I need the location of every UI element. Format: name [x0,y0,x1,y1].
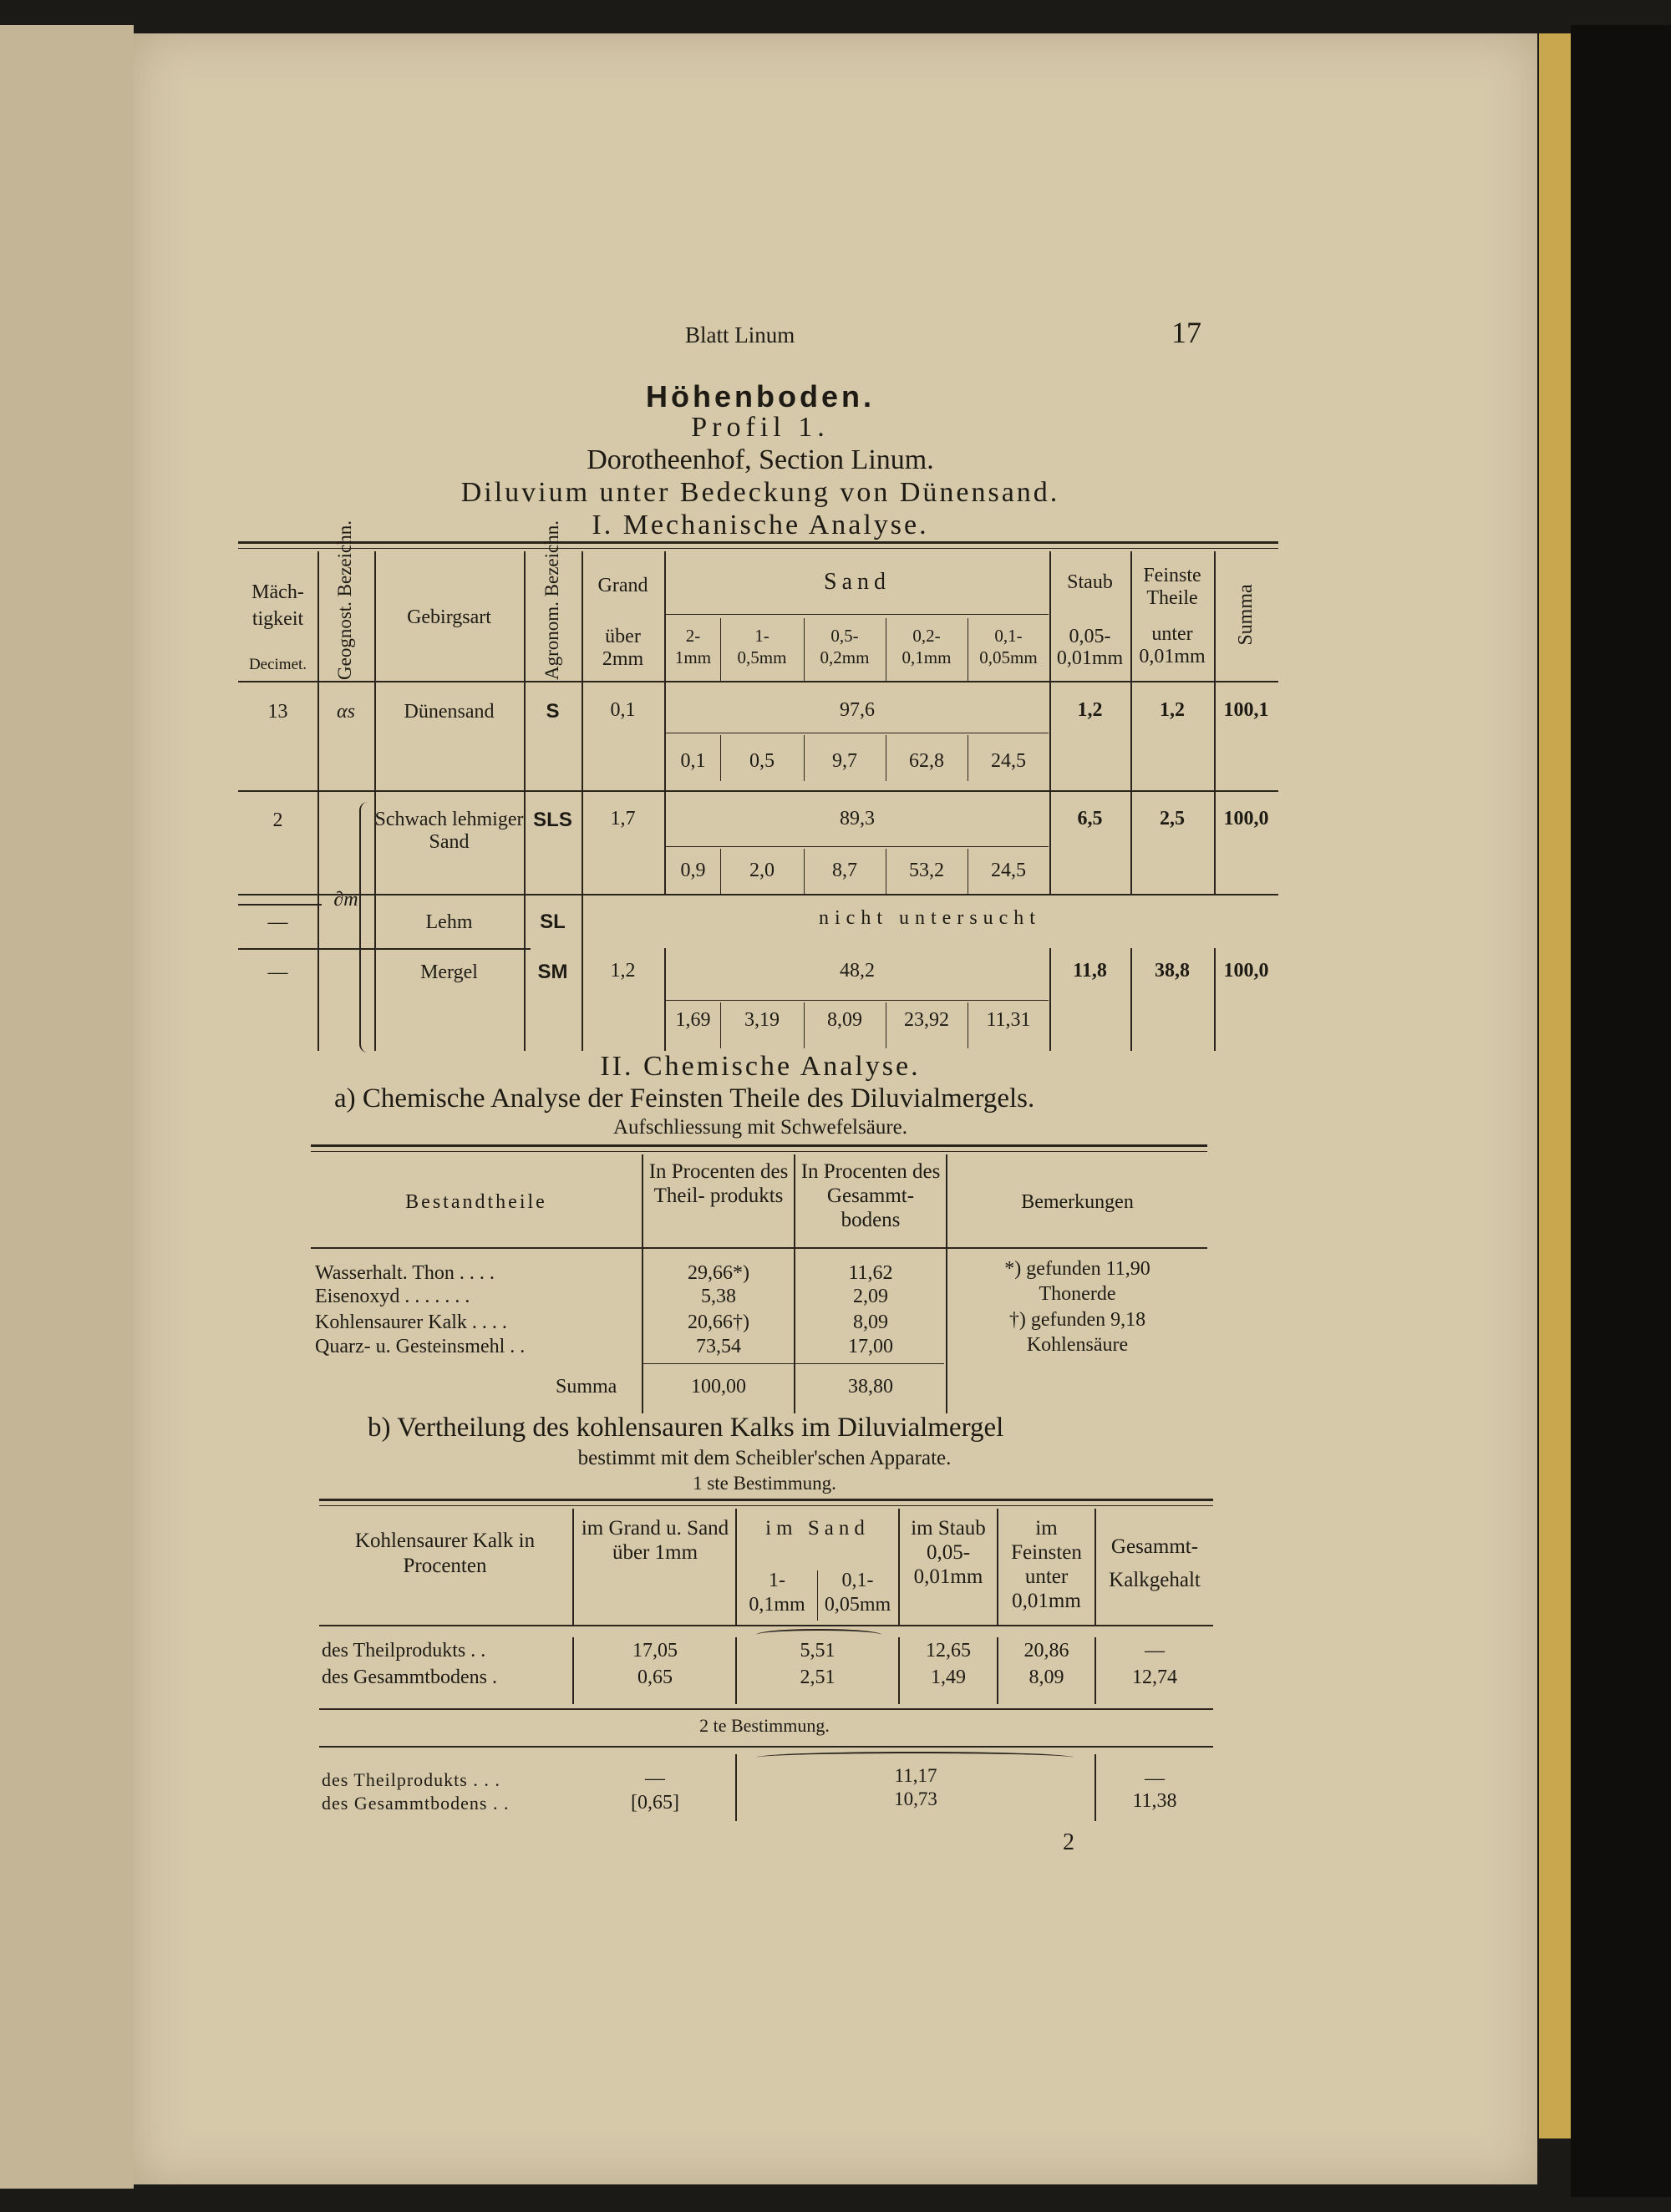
header-sand: Sand [824,569,891,595]
section-chemical-title: II. Chemische Analyse. [600,1051,921,1082]
chem-row3-gesamt: 8,09 [853,1311,888,1333]
main-title: Höhenboden. [646,379,875,413]
header-machtigkeit-2: tigkeit [251,608,304,630]
header-bestandtheile: Bestandtheile [405,1191,547,1213]
kalk2-row2-mid: 10,73 [894,1788,937,1809]
row2-staub: 6,5 [1077,808,1103,830]
header-bemerkungen: Bemerkungen [1021,1191,1134,1213]
row2-summa: 100,0 [1223,808,1269,830]
kalk-b-subtitle: bestimmt mit dem Scheibler'schen Apparate. [577,1447,952,1469]
remark-1: *) gefunden 11,90 [1004,1258,1150,1280]
header-sand-col-1: 2- 1mm [674,626,712,667]
row1-sand-5: 24,5 [991,750,1026,772]
row4-agronom: SM [537,961,568,983]
chem-summa-gesamt: 38,80 [848,1376,893,1398]
row2-sand-5: 24,5 [991,860,1026,881]
header-kalk-feinsten: im Feinsten unter 0,01mm [1011,1517,1082,1612]
chem-row4-theil: 73,54 [696,1336,741,1357]
row4-sand-2: 3,19 [744,1009,780,1031]
row1-staub: 1,2 [1077,699,1103,721]
row3-note: nicht untersucht [819,907,1041,929]
header-staub-1: Staub [1067,571,1113,593]
row1-sand-1: 0,1 [680,750,706,772]
row4-feinste: 38,8 [1155,960,1190,982]
row2-sand-total: 89,3 [840,808,875,830]
header-sand-col-5: 0,1- 0,05mm [979,626,1038,667]
remark-2: Thonerde [1039,1283,1116,1305]
row1-machtigkeit: 13 [267,701,288,723]
row4-sand-1: 1,69 [675,1009,711,1031]
row1-geognost: αs [337,701,355,723]
book-cover [1571,25,1671,2197]
kalk-row1-grand: 17,05 [632,1640,678,1662]
kalk-b-title: b) Vertheilung des kohlensauren Kalks im Diluvialmergel [368,1413,1004,1443]
header-procent-gesamt: In Procenten des Gesammt- bodens [800,1160,941,1231]
running-title: Blatt Linum [685,322,795,348]
row1-gebirgsart: Dünensand [404,701,495,723]
row2-geognost: ∂m [333,889,358,911]
header-grand-2: über [605,626,641,647]
header-staub-2: 0,05- [1069,626,1111,647]
row1-grand: 0,1 [610,699,636,721]
chem-row4-gesamt: 17,00 [848,1336,893,1357]
row1-summa: 100,1 [1223,699,1269,721]
row4-sand-total: 48,2 [840,960,875,982]
header-sand-col-2: 1- 0,5mm [737,626,787,667]
row2-feinste: 2,5 [1160,808,1185,830]
row2-sand-3: 8,7 [832,860,857,881]
profile-title: Profil 1. [691,412,830,443]
row2-machtigkeit: 2 [272,809,283,831]
row4-staub: 11,8 [1073,960,1107,982]
chem-row4-name: Quarz- u. Gesteinsmehl . . [315,1336,526,1357]
chem-row3-name: Kohlensaurer Kalk . . . . [315,1311,507,1333]
row4-machtigkeit: — [267,961,288,983]
chem-row2-gesamt: 2,09 [853,1286,888,1307]
remark-3: †) gefunden 9,18 [1008,1309,1146,1331]
kalk-row1-label: des Theilprodukts . . [322,1640,486,1662]
row3-agronom: SL [540,911,566,933]
row1-agronom: S [546,700,560,723]
header-procent-theil: In Procenten des Theil- produkts [648,1160,789,1207]
row2-sand-2: 2,0 [749,860,775,881]
header-sand-col-4: 0,2- 0,1mm [902,626,952,667]
header-agronom: Agronom. Bezeichn. [541,520,562,680]
row1-sand-2: 0,5 [749,750,775,772]
header-geognost: Geognost. Bezeichn. [334,520,355,680]
header-grand-1: Grand [597,575,648,596]
header-kalk-sand-a: 1- 0,1mm [749,1570,805,1616]
header-machtigkeit-unit: Decimet. [248,656,307,673]
chem-a-subtitle: Aufschliessung mit Schwefelsäure. [612,1116,907,1139]
chem-row1-name: Wasserhalt. Thon . . . . [315,1262,495,1284]
row4-sand-5: 11,31 [986,1009,1031,1031]
row2-sand-1: 0,9 [680,860,706,881]
row1-feinste: 1,2 [1160,699,1185,721]
section-mechanical-title: I. Mechanische Analyse. [592,510,929,540]
header-kalk-grand: im Grand u. Sand über 1mm [581,1517,729,1564]
header-feinste-1: Feinste [1143,565,1201,586]
header-gebirgsart: Gebirgsart [407,606,491,628]
kalk2-row1-label: des Theilprodukts . . . [322,1769,500,1790]
chem-row3-theil: 20,66†) [688,1311,749,1333]
chem-row1-gesamt: 11,62 [848,1262,893,1284]
left-page-edge [0,25,134,2189]
row4-gebirgsart: Mergel [420,961,478,983]
row1-sand-4: 62,8 [909,750,944,772]
row4-grand: 1,2 [610,960,636,982]
location-title: Dorotheenhof, Section Linum. [587,444,934,475]
row3-machtigkeit: — [267,911,288,933]
header-kalk-gesamt: Gesammt- Kalkgehalt [1109,1535,1201,1591]
row2-agronom: SLS [533,809,572,831]
kalk-row1-feinsten: 20,86 [1023,1640,1069,1662]
kalk2-row1-gesamt: — [1145,1768,1165,1789]
row4-sand-4: 23,92 [904,1009,949,1031]
header-feinste-2: Theile [1146,587,1198,609]
row2-sand-4: 53,2 [909,860,944,881]
row2-grand: 1,7 [610,808,636,830]
row1-sand-3: 9,7 [832,750,857,772]
row4-summa: 100,0 [1223,960,1269,982]
chem-row1-theil: 29,66*) [688,1262,749,1284]
row4-sand-3: 8,09 [827,1009,862,1031]
kalk2-row2-label: des Gesammtbodens . . [322,1793,510,1814]
header-kalk-staub: im Staub 0,05- 0,01mm [911,1517,986,1588]
strata-title: Diluvium unter Bedeckung von Dünensand. [460,477,1060,508]
chem-a-title: a) Chemische Analyse der Feinsten Theile des Diluvialmergels. [334,1083,1035,1114]
page-number: 17 [1171,316,1201,349]
header-kalk-procenten: Kohlensaurer Kalk in Procenten [354,1530,536,1577]
header-feinste-3: unter [1151,623,1193,645]
header-staub-3: 0,01mm [1056,647,1124,669]
header-kalk-sand-b: 0,1- 0,05mm [824,1570,891,1616]
header-machtigkeit-1: Mäch- [251,581,304,603]
kalk-row2-label: des Gesammtbodens . [322,1667,497,1688]
sand-bracket-2 [756,1752,1074,1763]
kalk-first-determination: 1 ste Bestimmung. [693,1473,836,1494]
kalk2-row1-mid: 11,17 [894,1765,937,1786]
header-grand-3: 2mm [602,648,644,670]
page-edges [1539,33,1572,2138]
kalk-row1-sand: 5,51 [800,1640,836,1662]
sheet-signature: 2 [1063,1829,1074,1855]
kalk-row2-gesamt: 12,74 [1132,1667,1177,1688]
remark-4: Kohlensäure [1026,1334,1129,1356]
kalk-row2-feinsten: 8,09 [1029,1667,1064,1688]
header-kalk-sand: im Sand [765,1517,870,1540]
row2-gebirgsart: Schwach lehmiger Sand [374,809,524,853]
kalk-row2-grand: 0,65 [637,1667,673,1688]
kalk2-row2-grand: [0,65] [631,1792,679,1814]
header-summa: Summa [1235,584,1257,646]
stratum-brace [359,802,376,1053]
chem-row2-name: Eisenoxyd . . . . . . . [315,1286,470,1307]
kalk2-row2-gesamt: 11,38 [1132,1790,1177,1812]
chem-row2-theil: 5,38 [701,1286,736,1307]
kalk-second-determination: 2 te Bestimmung. [699,1715,830,1736]
row3-gebirgsart: Lehm [425,911,473,933]
kalk-row1-staub: 12,65 [926,1640,971,1662]
kalk2-row1-grand: — [645,1768,665,1789]
chem-summa-theil: 100,00 [691,1376,746,1398]
chem-summa-label: Summa [556,1376,617,1398]
kalk-row2-staub: 1,49 [931,1667,966,1688]
kalk-row2-sand: 2,51 [800,1667,836,1688]
header-feinste-4: 0,01mm [1139,646,1206,667]
kalk-row1-gesamt: — [1145,1640,1165,1662]
header-sand-col-3: 0,5- 0,2mm [820,626,870,667]
row1-sand-total: 97,6 [840,699,875,721]
